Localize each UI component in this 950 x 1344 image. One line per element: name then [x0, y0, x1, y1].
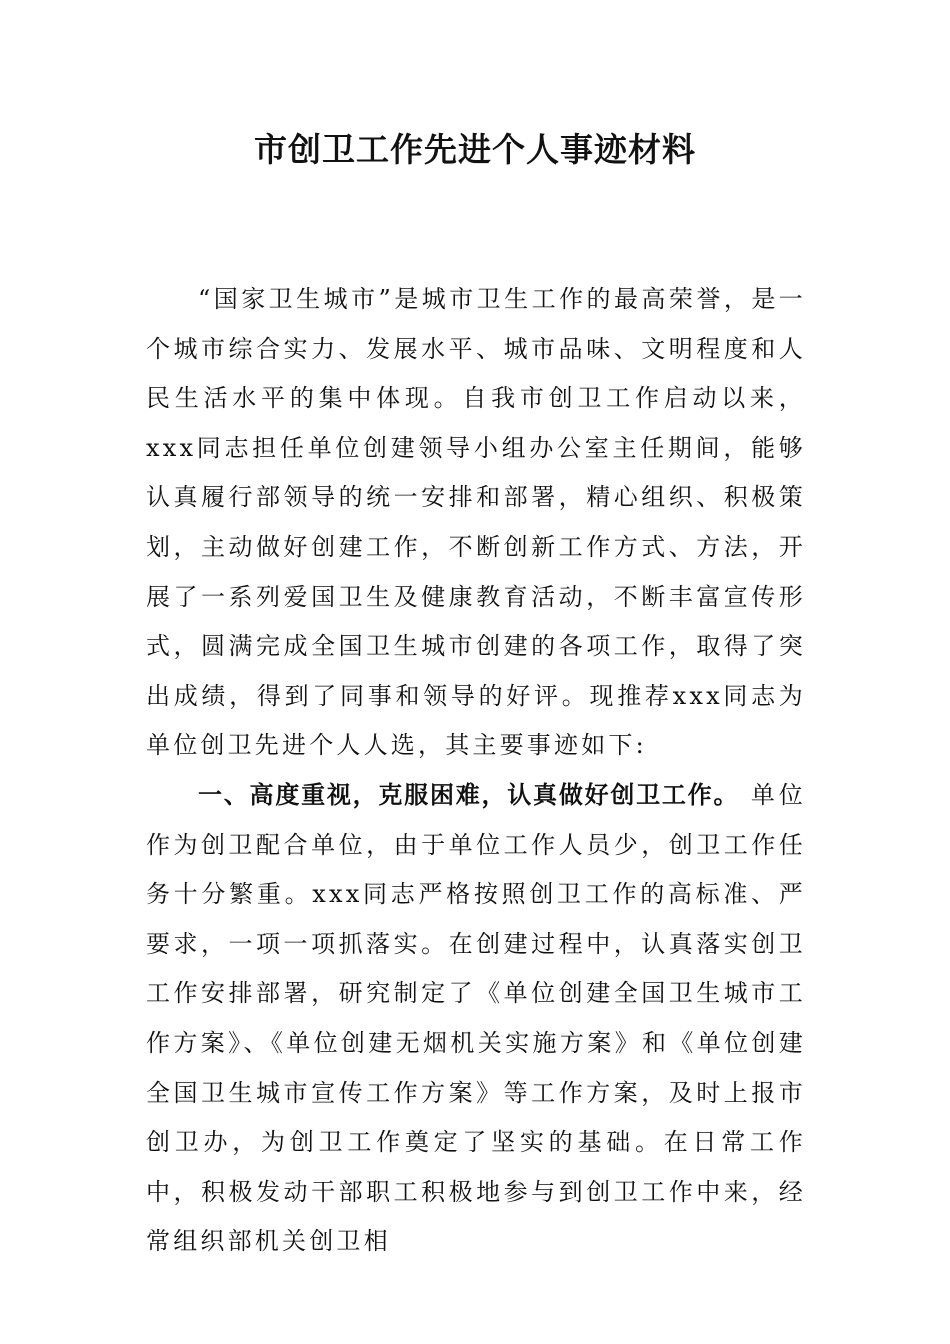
section-one-heading: 一、高度重视，克服困难，认真做好创卫工作。: [198, 780, 740, 809]
section-one-paragraph: [146, 771, 806, 1267]
document-title: 市创卫工作先进个人事迹材料: [254, 130, 696, 169]
document-body: [146, 275, 806, 1267]
section-one-text: 单位作为创卫配合单位，由于单位工作人员少，创卫工作任务十分繁重。xxx同志严格按照创卫工作的高标准、严要求，一项一项抓落实。在创建过程中，认真落实创卫工作安排部署，研究制定了《单位创建全国卫生城市工作方案》、《单位创建无烟机关实施方案》和《单位创建全国卫生城市宣传工作方案》等工作方案，及时上报市创卫办，为创卫工作奠定了坚实的基础。在日常工作中，积极发动干部职工积极地参与到创卫工作中来，经常组织部机关创卫相: [146, 780, 807, 1256]
intro-paragraph: [146, 275, 806, 771]
intro-paragraph-text: “国家卫生城市”是城市卫生工作的最高荣誉，是一个城市综合实力、发展水平、城市品味、文明程度和人民生活水平的集中体现。自我市创卫工作启动以来，xxx同志担任单位创建领导小组办公室主任期间，能够认真履行部领导的统一安排和部署，精心组织、积极策划，主动做好创建工作，不断创新工作方式、方法，开展了一系列爱国卫生及健康教育活动，不断丰富宣传形式，圆满完成全国卫生城市创建的各项工作，取得了突出成绩，得到了同事和领导的好评。现推荐xxx同志为单位创卫先进个人人选，其主要事迹如下:: [146, 285, 806, 760]
